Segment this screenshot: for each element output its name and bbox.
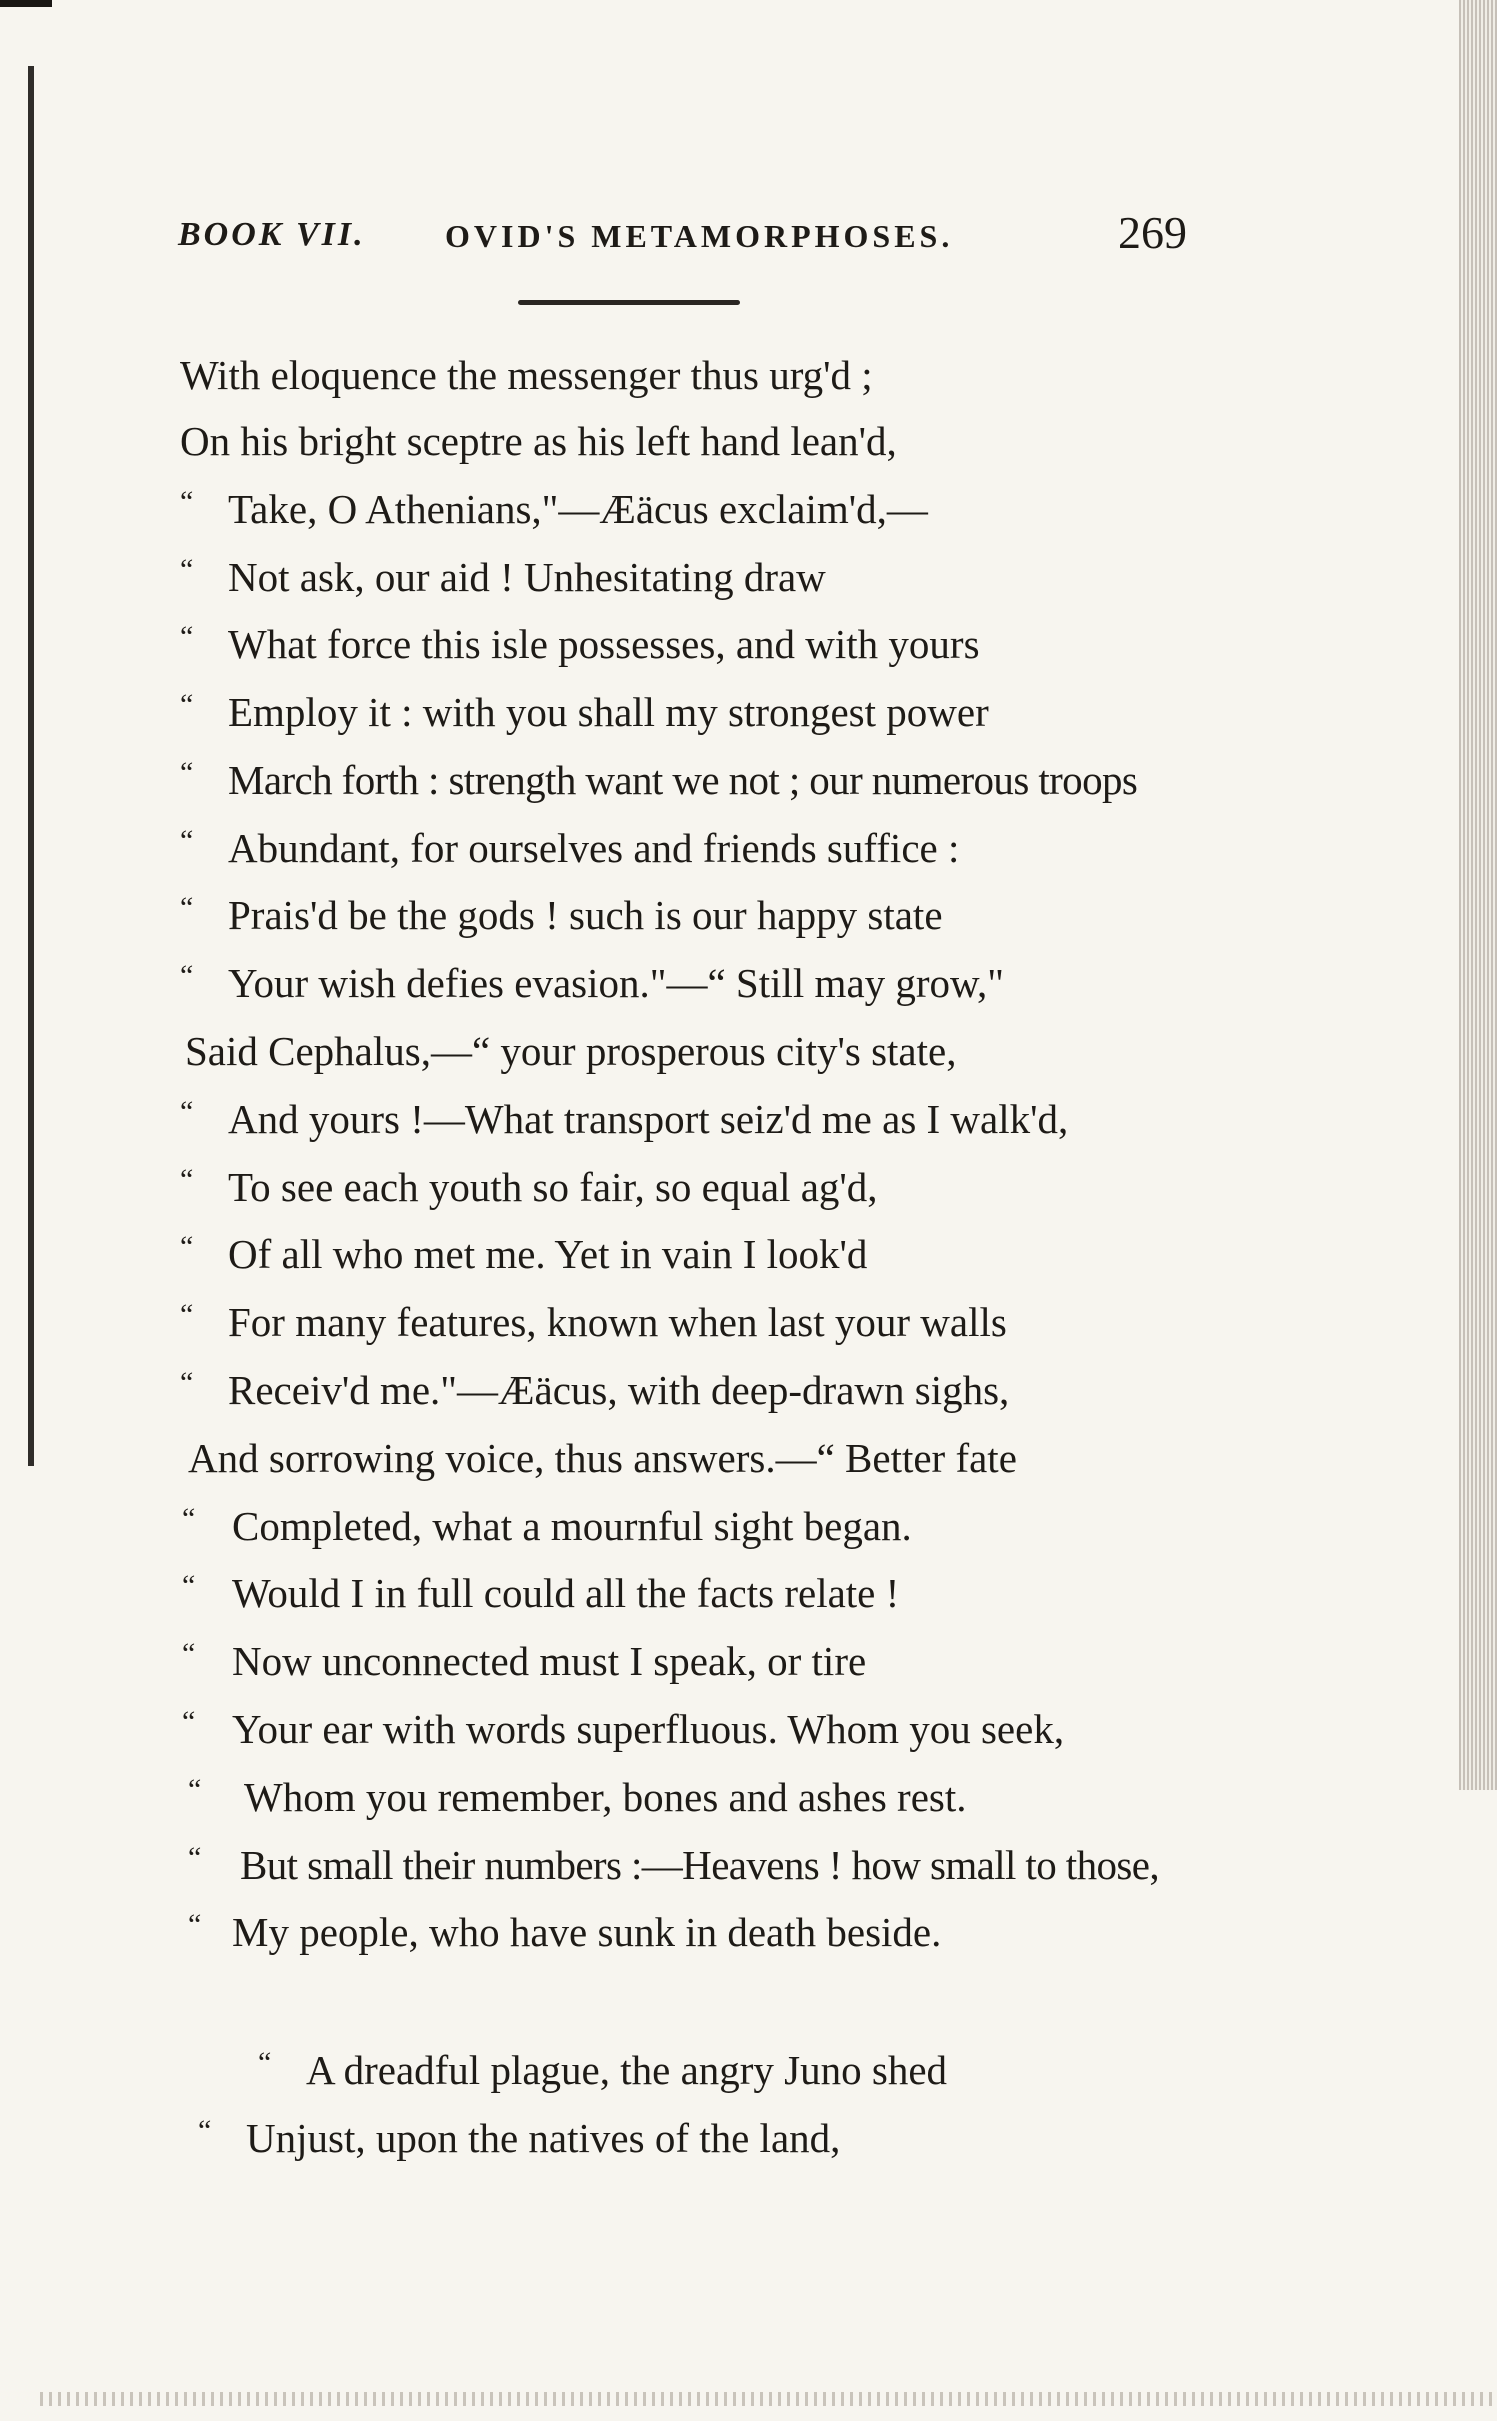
- quote-mark: “: [198, 2114, 212, 2147]
- bottom-edge-strip: [40, 2392, 1497, 2406]
- verse-line: Abundant, for ourselves and friends suffice :: [228, 825, 960, 871]
- quote-mark: “: [180, 824, 194, 857]
- verse-line: To see each youth so fair, so equal ag'd,: [228, 1164, 878, 1210]
- quote-mark: “: [258, 2046, 272, 2079]
- verse-line: Whom you remember, bones and ashes rest.: [244, 1774, 967, 1820]
- quote-mark: “: [182, 1569, 196, 1602]
- quote-mark: “: [180, 959, 194, 992]
- running-header: [0, 206, 1497, 266]
- book-label: BOOK VII.: [178, 216, 366, 253]
- verse-line: A dreadful plague, the angry Juno shed: [306, 2047, 948, 2093]
- quote-mark: “: [180, 1366, 194, 1399]
- verse-line: Would I in full could all the facts relate !: [232, 1570, 900, 1616]
- verse-line: Prais'd be the gods ! such is our happy state: [228, 892, 943, 938]
- quote-mark: “: [188, 1841, 202, 1874]
- verse-line: Completed, what a mournful sight began.: [232, 1503, 912, 1549]
- quote-mark: “: [180, 620, 194, 653]
- verse-line: Take, O Athenians,"—Æäcus exclaim'd,—: [228, 486, 928, 532]
- verse-line: And sorrowing voice, thus answers.—“ Better fate: [188, 1435, 1017, 1481]
- page-edge-strip: [1459, 0, 1497, 1790]
- quote-mark: “: [180, 891, 194, 924]
- quote-mark: “: [188, 1773, 202, 1806]
- quote-mark: “: [180, 1230, 194, 1263]
- verse-line: Said Cephalus,—“ your prosperous city's state,: [185, 1028, 957, 1074]
- verse-line: Not ask, our aid ! Unhesitating draw: [228, 554, 826, 600]
- verse-line: What force this isle possesses, and with yours: [228, 621, 980, 667]
- verse-line: Receiv'd me."—Æäcus, with deep-drawn sighs,: [228, 1367, 1010, 1413]
- verse-line: Unjust, upon the natives of the land,: [246, 2115, 841, 2161]
- quote-mark: “: [180, 688, 194, 721]
- verse-line: With eloquence the messenger thus urg'd ;: [180, 352, 873, 398]
- verse-line: Your wish defies evasion."—“ Still may grow,": [228, 960, 1004, 1006]
- verse-line: Your ear with words superfluous. Whom you seek,: [232, 1706, 1065, 1752]
- verse-line: March forth : strength want we not ; our numerous troops: [228, 757, 1138, 803]
- page-number: 269: [1118, 207, 1187, 258]
- verse-line: Now unconnected must I speak, or tire: [232, 1638, 867, 1684]
- quote-mark: “: [180, 1163, 194, 1196]
- quote-mark: “: [180, 1298, 194, 1331]
- corner-mark-vertical: [28, 66, 34, 1466]
- corner-mark-horizontal: [0, 0, 52, 7]
- verse-line: But small their numbers :—Heavens ! how small to those,: [240, 1842, 1159, 1888]
- verse-line: Of all who met me. Yet in vain I look'd: [228, 1231, 868, 1277]
- quote-mark: “: [182, 1502, 196, 1535]
- verse-line: On his bright sceptre as his left hand lean'd,: [180, 418, 897, 464]
- header-rule: [518, 300, 740, 305]
- quote-mark: “: [182, 1637, 196, 1670]
- quote-mark: “: [180, 553, 194, 586]
- running-title: OVID'S METAMORPHOSES.: [445, 218, 954, 254]
- quote-mark: “: [180, 1095, 194, 1128]
- verse-line: For many features, known when last your walls: [228, 1299, 1007, 1345]
- verse-line: And yours !—What transport seiz'd me as I walk'd,: [228, 1096, 1069, 1142]
- quote-mark: “: [180, 756, 194, 789]
- quote-mark: “: [180, 485, 194, 518]
- quote-mark: “: [182, 1705, 196, 1738]
- quote-mark: “: [188, 1908, 202, 1941]
- verse-line: Employ it : with you shall my strongest power: [228, 689, 989, 735]
- verse-line: My people, who have sunk in death beside.: [232, 1909, 942, 1955]
